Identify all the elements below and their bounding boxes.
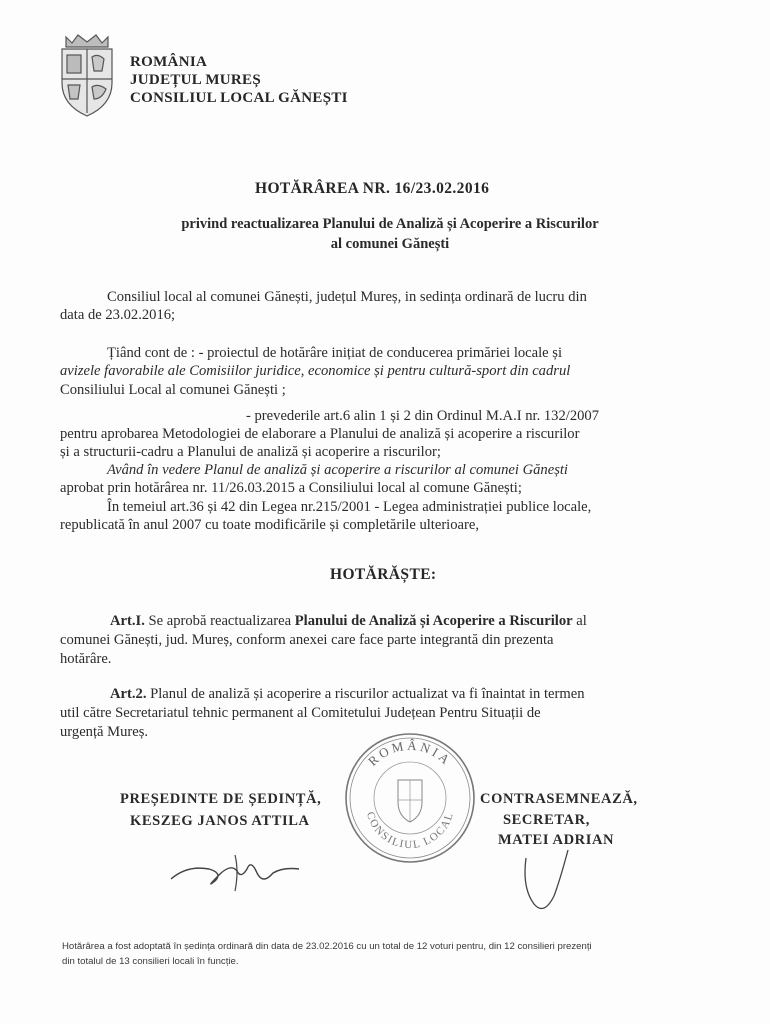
decides-heading: HOTĂRĂȘTE: xyxy=(330,566,437,583)
president-title: PREȘEDINTE DE ȘEDINȚĂ, xyxy=(120,791,322,807)
header-country: ROMÂNIA xyxy=(130,54,208,70)
article-1-suffix: al xyxy=(572,613,587,629)
preamble-p3-line2: pentru aprobarea Metodologiei de elaborare a Planului de analiză și acoperire a riscurilor xyxy=(60,426,580,442)
header-council: CONSILIUL LOCAL GĂNEȘTI xyxy=(130,90,348,106)
article-2-line3: urgență Mureș. xyxy=(60,724,149,740)
article-1-plan-name: Planului de Analiză și Acoperire a Riscurilor xyxy=(294,613,573,629)
preamble-p3-line3: și a structurii-cadru a Planului de analiză și acoperire a riscurilor; xyxy=(60,444,441,460)
council-stamp xyxy=(340,728,480,868)
article-1-text: Se aprobă reactualizarea xyxy=(144,613,295,629)
preamble-p2-line2: avizele favorabile ale Comisiilor juridice, economice și pentru cultură-sport din cadrul xyxy=(60,363,571,379)
preamble-p2-line3: Consiliului Local al comunei Gănești ; xyxy=(60,382,286,398)
decision-title: HOTĂRÂREA NR. 16/23.02.2016 xyxy=(255,180,490,197)
article-1-line1 xyxy=(110,612,587,631)
president-name: KESZEG JANOS ATTILA xyxy=(130,813,310,829)
preamble-p4-line2: aprobat prin hotărârea nr. 11/26.03.2015 a Consiliului local al comune Gănești; xyxy=(60,480,522,496)
footer-note-line2: din totalul de 13 consilieri locali în funcție. xyxy=(62,956,239,967)
article-1-line2: comunei Gănești, jud. Mureș, conform anexei care face parte integrantă din prezenta xyxy=(60,632,554,648)
preamble-p1-line2: data de 23.02.2016; xyxy=(60,307,176,323)
stamp-top-text: ROMÂNIA xyxy=(365,737,455,769)
coat-of-arms-logo xyxy=(58,33,116,119)
president-signature xyxy=(165,845,310,895)
article-2-line1 xyxy=(110,685,585,704)
preamble-p1-line1: Consiliul local al comunei Gănești, județul Mureș, in sedința ordinară de lucru din xyxy=(107,289,587,305)
decision-subtitle-line1: privind reactualizarea Planului de Analiză și Acoperire a Riscurilor xyxy=(181,216,599,232)
article-1-line3: hotărâre. xyxy=(60,651,112,667)
preamble-p4-line1: Având în vedere Planul de analiză și acoperire a riscurilor al comunei Gănești xyxy=(107,462,568,478)
secretary-name: MATEI ADRIAN xyxy=(498,832,615,848)
secretary-signature xyxy=(510,840,590,920)
article-2-text: Planul de analiză și acoperire a riscurilor actualizat va fi înaintat in termen xyxy=(146,686,585,702)
article-2-line2: util către Secretariatul tehnic permanent al Comitetului Județean Pentru Situații de xyxy=(60,705,541,721)
article-2-label: Art.2. xyxy=(110,686,147,702)
footer-note-line1: Hotărârea a fost adoptată în ședința ordinară din data de 23.02.2016 cu un total de 12 voturi pentru, din 12 consilieri prezenți xyxy=(62,941,592,952)
header-county: JUDEȚUL MUREȘ xyxy=(130,72,262,88)
stamp-bottom-text: CONSILIUL LOCAL xyxy=(363,810,457,852)
countersign-title: CONTRASEMNEAZĂ, xyxy=(480,791,638,807)
article-1-label: Art.I. xyxy=(110,613,145,629)
secretary-role: SECRETAR, xyxy=(503,812,590,828)
decision-subtitle-line2: al comunei Gănești xyxy=(330,236,450,252)
preamble-p3-line1: - prevederile art.6 alin 1 și 2 din Ordinul M.A.I nr. 132/2007 xyxy=(246,408,600,424)
preamble-p5-line1: În temeiul art.36 și 42 din Legea nr.215/2001 - Legea administrației publice locale, xyxy=(107,499,592,515)
preamble-p5-line2: republicată în anul 2007 cu toate modificările și completările ulterioare, xyxy=(60,517,480,533)
preamble-p2-line1: Țiând cont de : - proiectul de hotărâre inițiat de conducerea primăriei locale și xyxy=(107,345,563,361)
